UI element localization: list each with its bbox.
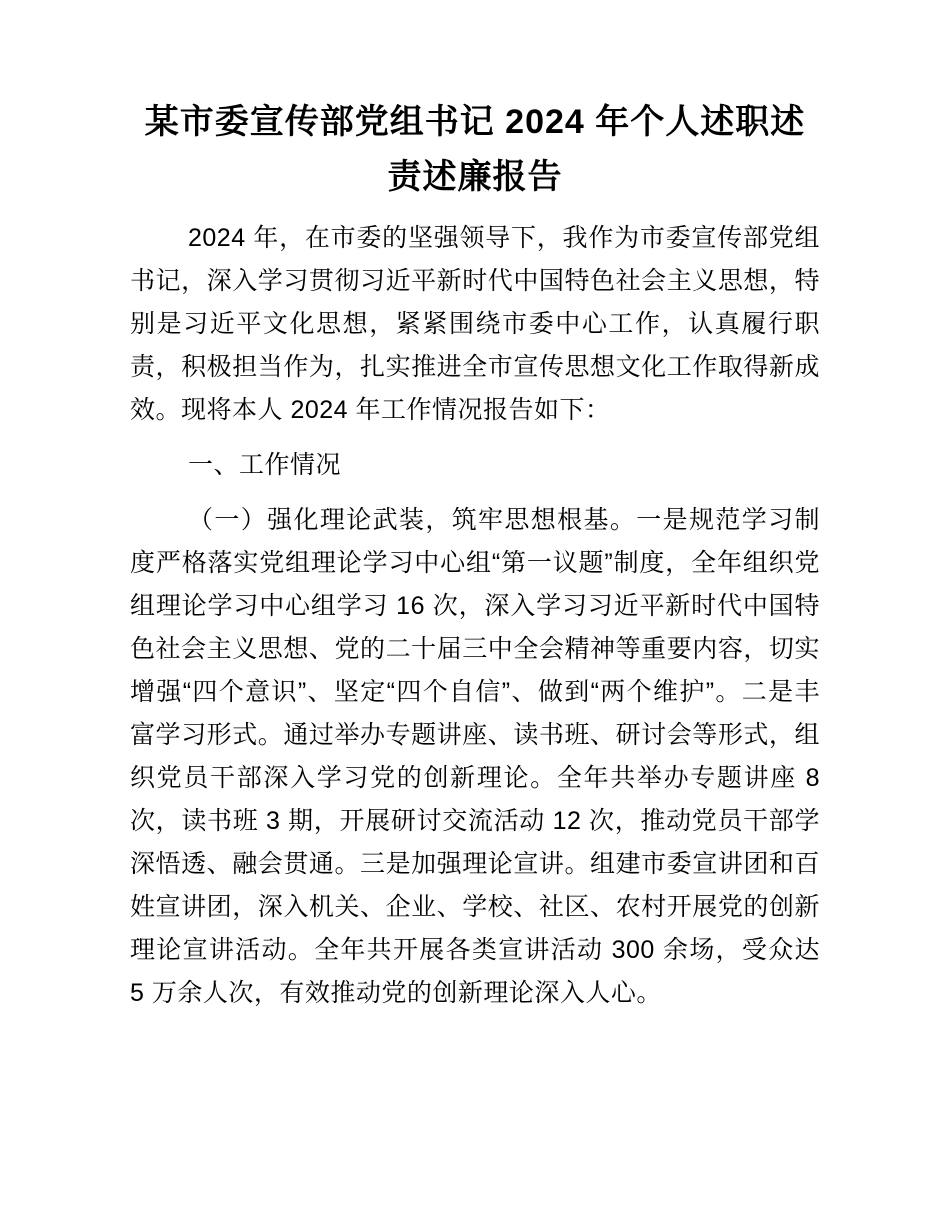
section-paragraph-theory-arming: （一）强化理论武装，筑牢思想根基。一是规范学习制度严格落实党组理论学习中心组“第一议题”制度，全年组织党组理论学习中心组学习 16 次，深入学习习近平新时代中国特色社会主义思想、党的二十届三中全会精神等重要内容，切实增强“四个意识”、坚定“四个自信”、做到“两个维护”。二是丰富学习形式。通过举办专题讲座、读书班、研讨会等形式，组织党员干部深入学习党的创新理论。全年共举办专题讲座 8 次，读书班 3 期，开展研讨交流活动 12 次，推动党员干部学深悟透、融会贯通。三是加强理论宣讲。组建市委宣讲团和百姓宣讲团，深入机关、企业、学校、社区、农村开展党的创新理论宣讲活动。全年共开展各类宣讲活动 300 余场，受众达 5 万余人次，有效推动党的创新理论深入人心。: [130, 506, 820, 1007]
section-heading-work-situation: 一、工作情况: [188, 451, 342, 479]
intro-paragraph: 2024 年，在市委的坚强领导下，我作为市委宣传部党组书记，深入学习贯彻习近平新时代中国特色社会主义思想，特别是习近平文化思想，紧紧围绕市委中心工作，认真履行职责，积极担当作为，扎实推进全市宣传思想文化工作取得新成效。现将本人 2024 年工作情况报告如下：: [130, 224, 820, 424]
document-title: 某市委宣传部党组书记 2024 年个人述职述责述廉报告: [144, 103, 806, 196]
